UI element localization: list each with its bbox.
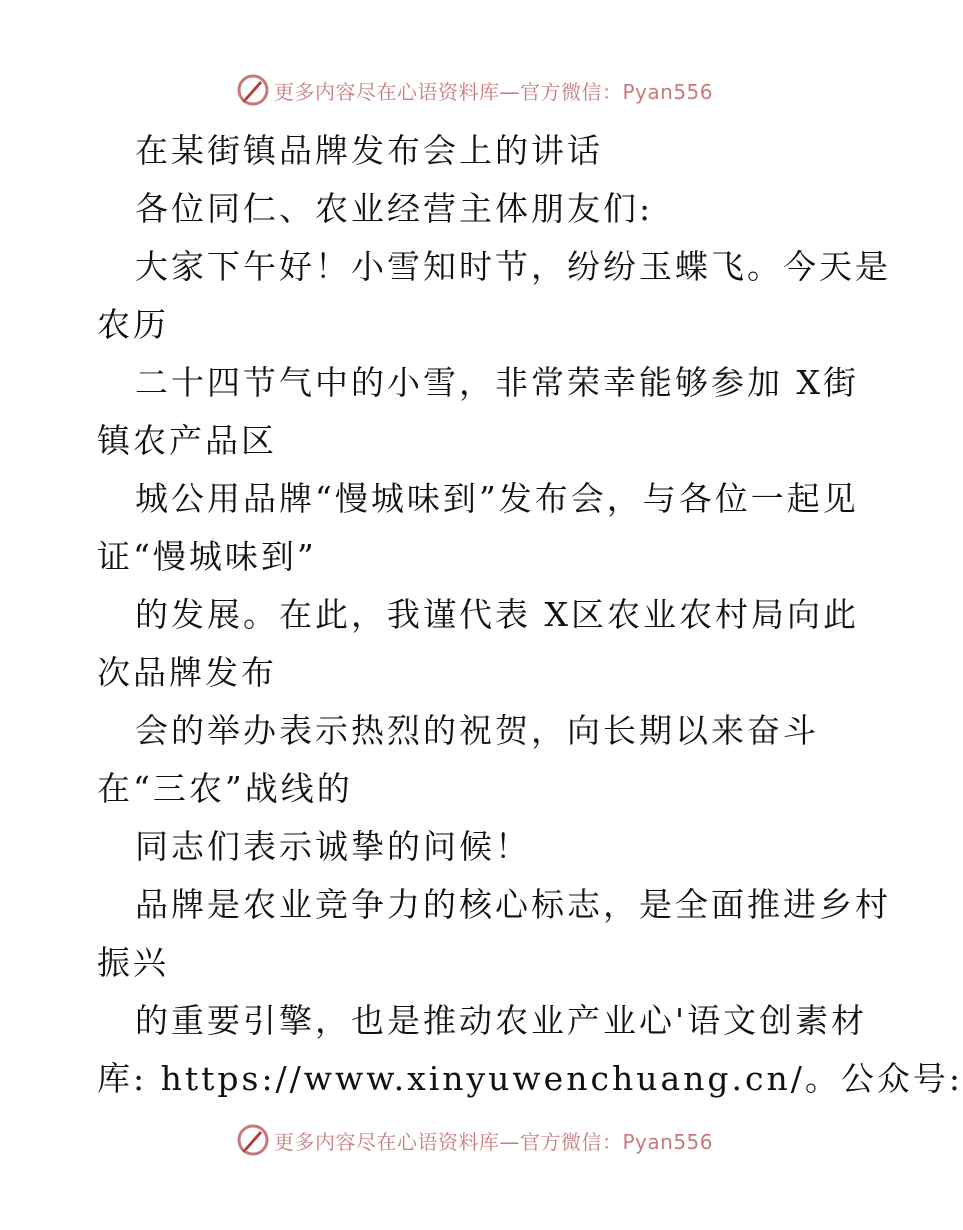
header-banner-content (236, 70, 713, 110)
paragraph-line: 城公用品牌“慢城味到”发布会，与各位一起见 (135, 479, 859, 518)
footer-banner-text: 更多内容尽在心语资料库—官方微信：Pyan556 (274, 1129, 714, 1154)
paragraph-line: 库: https://www.xinyuwenchuang.cn/。公众号: (97, 1059, 963, 1098)
header-watermark-banner (0, 70, 950, 110)
header-banner-text: 更多内容尽在心语资料库—官方微信：Pyan556 (274, 79, 714, 104)
paragraph-line: 同志们表示诚挚的问候！ (135, 827, 531, 866)
document-title: 在某街镇品牌发布会上的讲话 (135, 131, 603, 170)
quill-logo-icon (236, 1123, 270, 1157)
footer-watermark-banner (0, 1120, 950, 1160)
paragraph-line: 次品牌发布 (97, 653, 277, 692)
paragraph-line: 大家下午好！小雪知时节，纷纷玉蝶飞。今天是 (135, 247, 891, 286)
paragraph-line: 振兴 (97, 943, 169, 982)
paragraph-line: 品牌是农业竞争力的核心标志，是全面推进乡村 (135, 885, 891, 924)
paragraph-line: 证“慢城味到” (97, 537, 317, 576)
paragraph-line: 的发展。在此，我谨代表 X区农业农村局向此 (135, 595, 859, 634)
paragraph-line: 会的举办表示热烈的祝贺，向长期以来奋斗 (135, 711, 819, 750)
paragraph-line: 在“三农”战线的 (97, 769, 353, 808)
paragraph-line: 农历 (97, 305, 169, 344)
quill-logo-icon (236, 73, 270, 107)
paragraph-line: 二十四节气中的小雪，非常荣幸能够参加 X街 (135, 363, 859, 402)
salutation: 各位同仁、农业经营主体朋友们: (135, 189, 654, 228)
paragraph-line: 镇农产品区 (97, 421, 277, 460)
footer-banner-content (236, 1120, 713, 1160)
document-body (97, 122, 963, 1108)
paragraph-line: 的重要引擎，也是推动农业产业心'语文创素材 (135, 1001, 868, 1040)
